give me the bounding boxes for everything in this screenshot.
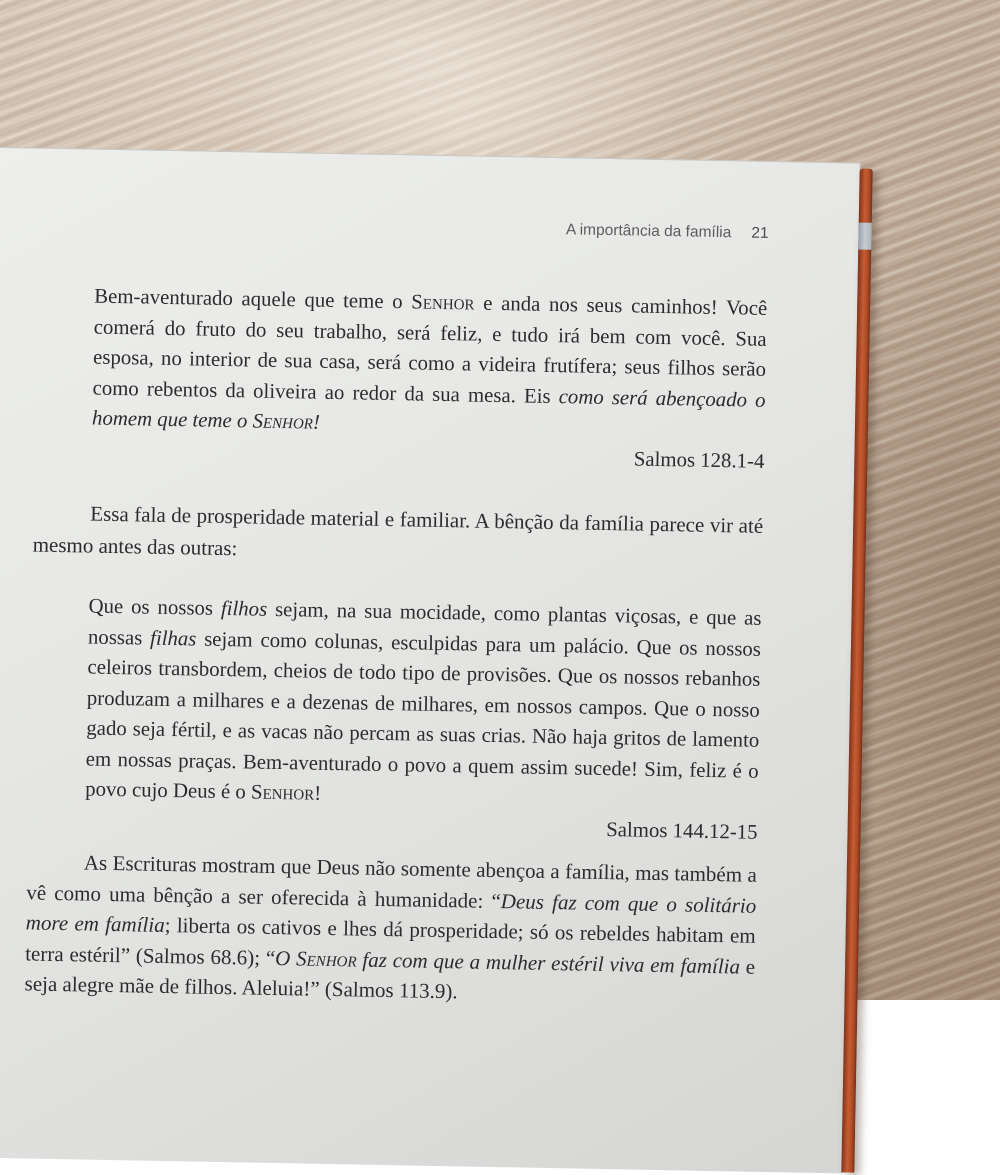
- scripture-quote-1: [92, 282, 768, 447]
- open-book: [0, 146, 965, 1174]
- book-page: [0, 146, 861, 1173]
- text-run: Deus faz com que o solitário more em família: [25, 888, 757, 937]
- body-paragraph-1: Essa fala de prosperidade material e familiar. A bênção da família parece vir até mesmo antes das outras:: [32, 501, 764, 561]
- text-run: e anda nos seus caminhos! Você comerá do fruto do seu trabalho, será feliz, e tudo irá bem com você. Sua esposa, no interior de sua casa, será como a videira frutífera; seus filhos serão como rebentos da oliveira ao redor da sua mesa. Eis: [92, 291, 768, 408]
- chapter-title: A importância da família: [565, 221, 732, 242]
- scripture-quote-2: [85, 592, 762, 818]
- text-run: Bem-aventurado aquele que teme o: [94, 284, 412, 314]
- cover-edge-band: [858, 223, 871, 250]
- text-run: faz com que a mulher estéril viva em família: [356, 946, 741, 979]
- body-paragraph-2: [24, 846, 757, 1012]
- text-run: O: [274, 945, 297, 970]
- text-run: !: [314, 781, 322, 805]
- text-run: Senhor: [295, 945, 357, 971]
- text-run: Que os nossos: [88, 594, 222, 620]
- text-run: filhos: [220, 596, 268, 621]
- text-run: sejam, na sua mocidade, como plantas viçosas, e que as nossas: [87, 597, 762, 650]
- text-run: filhas: [149, 626, 197, 651]
- text-run: e seja alegre mãe de filhos. Aleluia!” (Salmos 113.9).: [24, 954, 756, 1004]
- text-run: Senhor: [411, 290, 475, 315]
- text-run: sejam como colunas, esculpidas para um palácio. Que os nossos celeiros transbordem, cheios de todo tipo de provisões. Que os nossos rebanhos produzam a milhares e a dezenas de milhares, em nossos campos. Que o nosso gado seja fértil, e as vacas não percam as suas crias. Não haja gritos de lamento em nossas praças. Bem-aventurado o povo a quem assim sucede! Sim, feliz é o povo cujo Deus é o: [85, 627, 762, 804]
- text-run: ; liberta os cativos e lhes dá prosperidade; só os rebeldes habitam em terra estéril” (Salmos 68.6); “: [25, 912, 756, 970]
- text-run: Senhor: [250, 780, 315, 805]
- text-run: como será abençoado o homem que teme o: [91, 384, 766, 433]
- quote-citation-2: Salmos 144.12-15: [606, 817, 758, 844]
- running-header: [38, 211, 768, 244]
- page-number: 21: [751, 224, 769, 242]
- quote-citation-1: Salmos 128.1-4: [633, 446, 765, 473]
- text-run: As Escrituras mostram que Deus não somente abençoa a família, mas também a vê como uma bênção a ser oferecida à humanidade: “: [26, 850, 757, 913]
- page-content: [24, 211, 768, 1013]
- text-run: Senhor!: [252, 409, 321, 434]
